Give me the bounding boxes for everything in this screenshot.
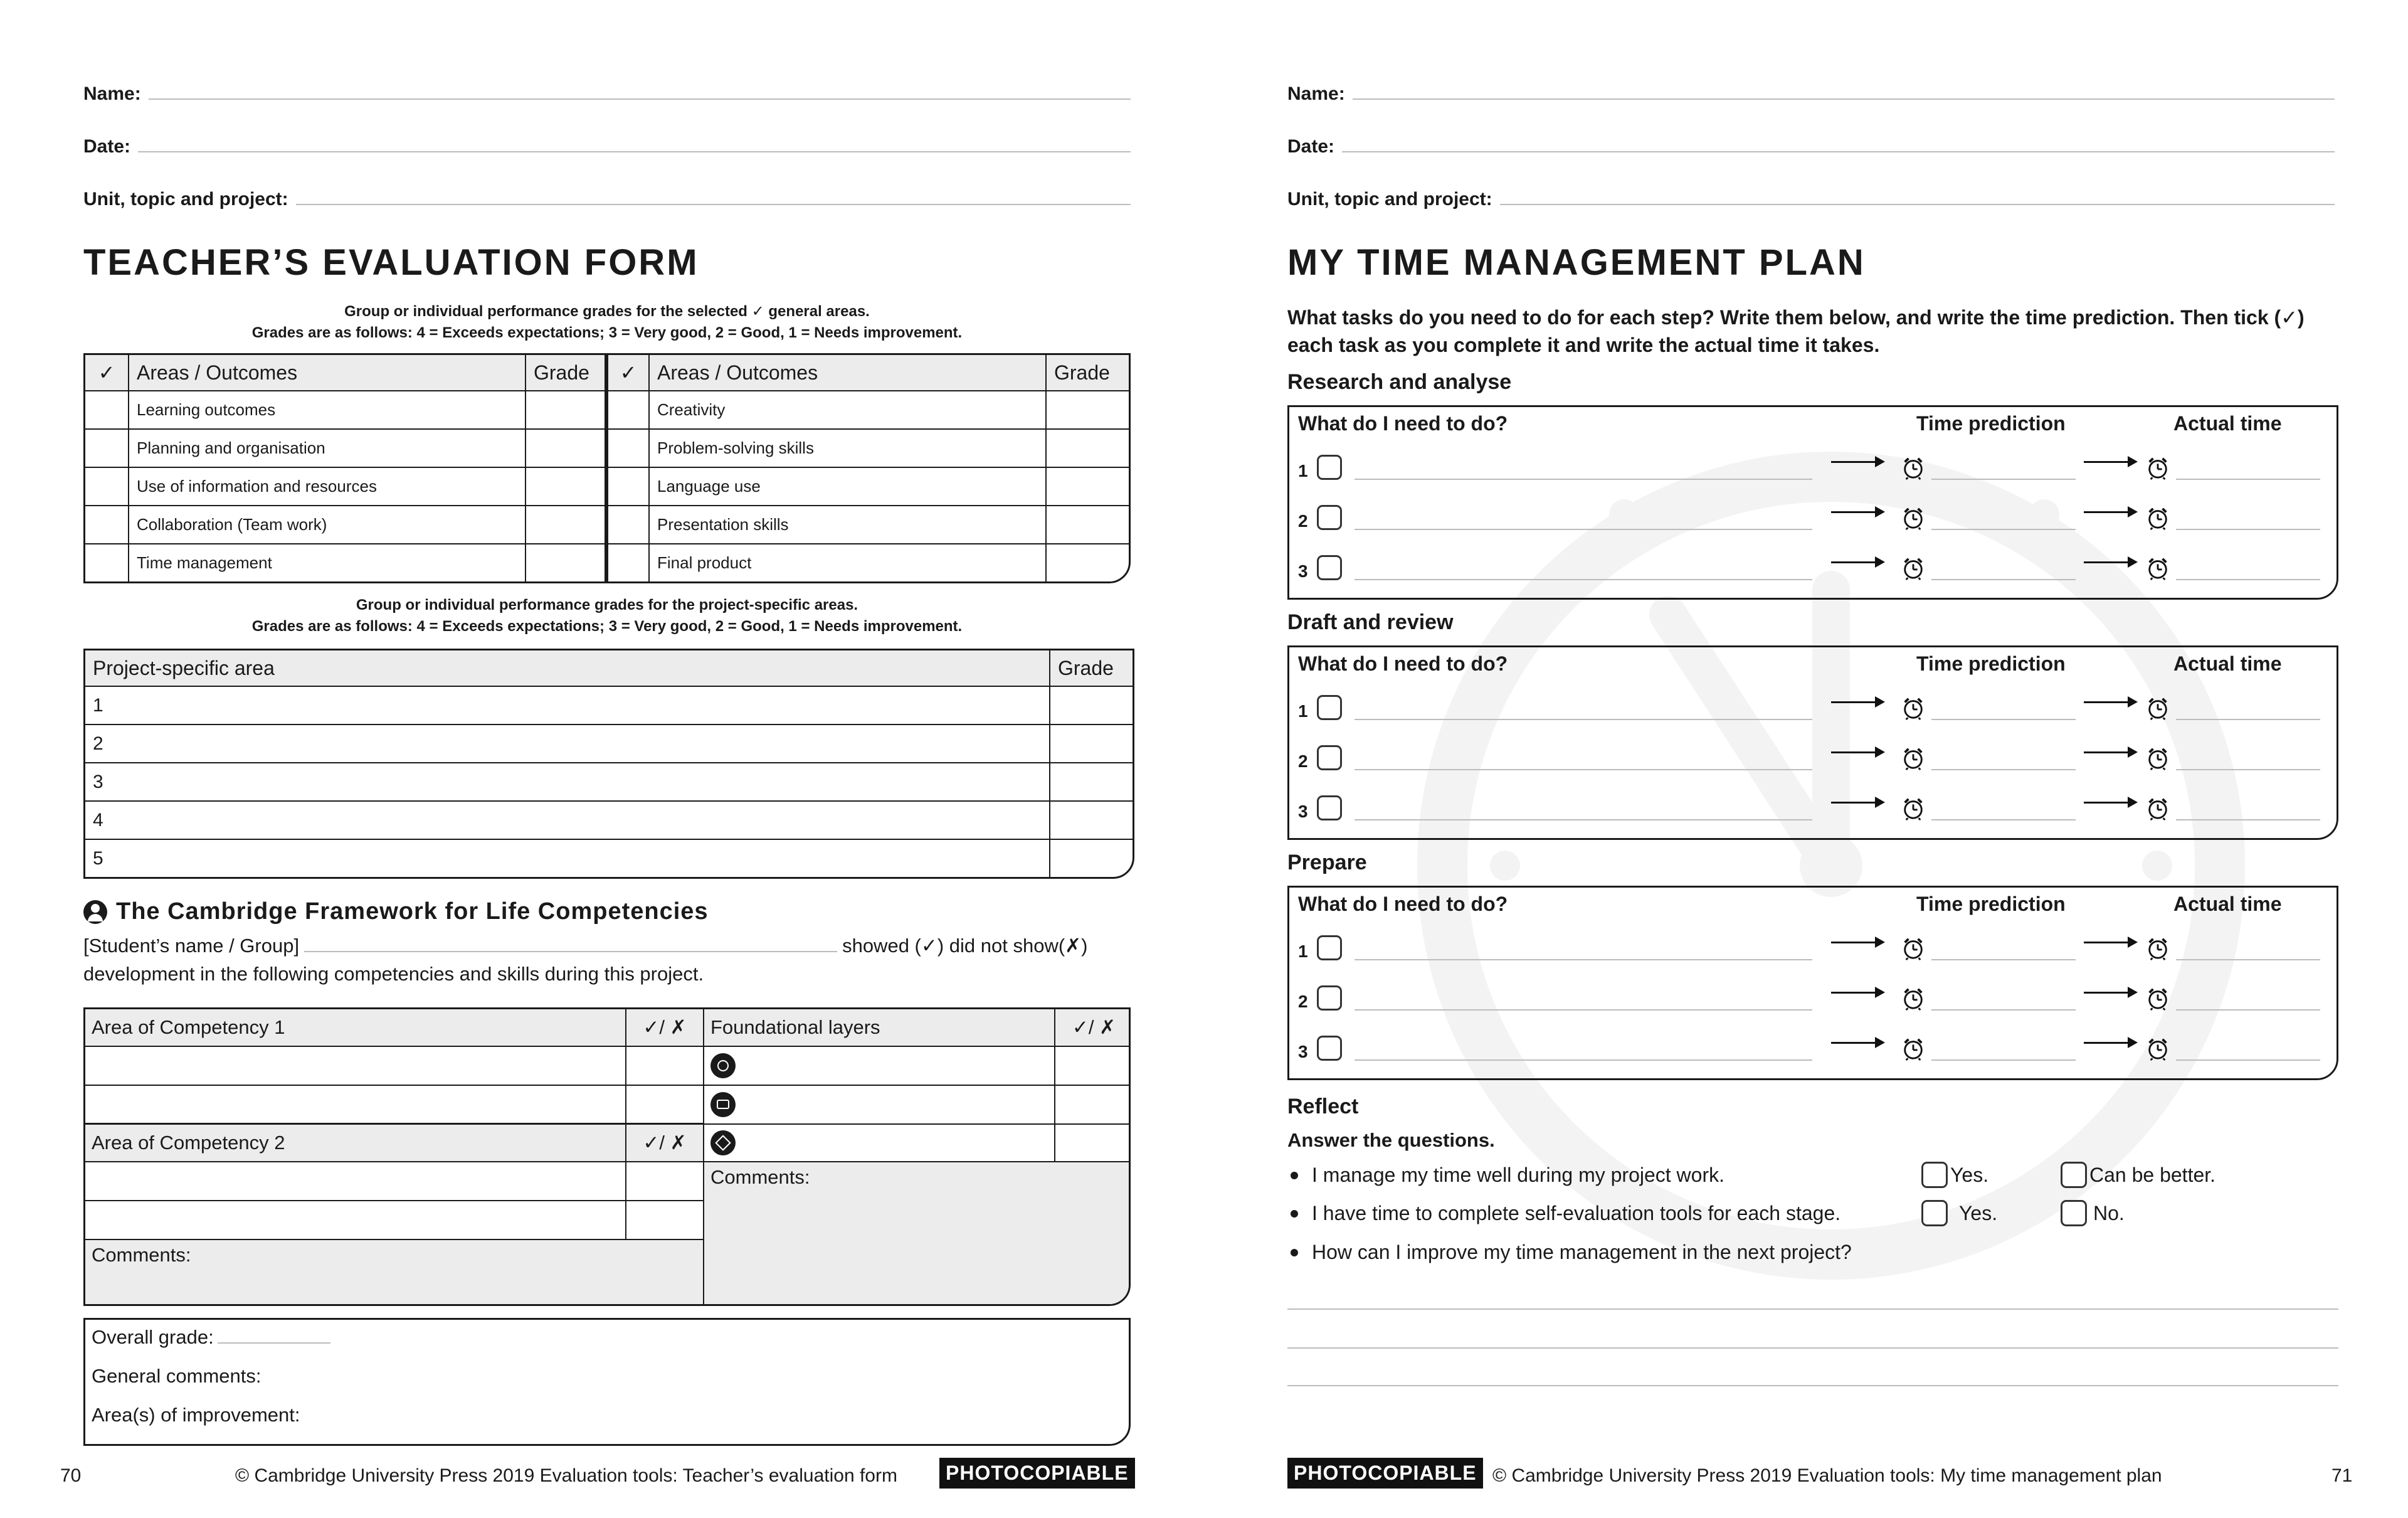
overall-grade-blank[interactable] bbox=[218, 1329, 330, 1344]
actual-input-line[interactable] bbox=[2176, 479, 2320, 480]
left-photocopiable-badge: PHOTOCOPIABLE bbox=[939, 1458, 1135, 1489]
overall-grade-row[interactable] bbox=[92, 1326, 330, 1349]
prediction-input-line[interactable] bbox=[1931, 819, 2076, 820]
general-comments-label[interactable]: General comments: bbox=[92, 1365, 261, 1387]
general-grades-note bbox=[83, 301, 1131, 344]
alarm-clock-icon bbox=[2146, 456, 2170, 480]
reflect-heading: Reflect bbox=[1287, 1095, 1359, 1118]
q1-yes-checkbox[interactable] bbox=[1921, 1162, 1988, 1188]
task-input-line[interactable] bbox=[1354, 1059, 1812, 1061]
prediction-column-header: Time prediction bbox=[1916, 652, 2066, 675]
plan-row bbox=[1298, 1032, 2326, 1070]
overall-grade-label: Overall grade: bbox=[92, 1326, 214, 1348]
prediction-input-line[interactable] bbox=[1931, 1059, 2076, 1061]
project-area-cell[interactable]: 5 bbox=[85, 840, 1050, 877]
grade-cell[interactable] bbox=[1050, 840, 1133, 877]
tick-header: ✓ bbox=[85, 355, 129, 391]
task-checkbox[interactable] bbox=[1317, 1036, 1342, 1061]
foundational-row2-tick[interactable] bbox=[1055, 1086, 1131, 1125]
student-name-label: [Student’s name / Group] bbox=[83, 935, 300, 957]
tick-cell[interactable] bbox=[85, 468, 129, 506]
alarm-clock-icon bbox=[1901, 696, 1925, 720]
overall-grade-box bbox=[83, 1318, 1131, 1446]
checkbox-icon bbox=[2061, 1200, 2087, 1226]
actual-input-line[interactable] bbox=[2176, 819, 2320, 820]
competency2-row2-tick[interactable] bbox=[626, 1201, 704, 1240]
right-name-label: Name: bbox=[1287, 83, 1345, 104]
page-number-71: 71 bbox=[2331, 1465, 2353, 1486]
row-number: 2 bbox=[1298, 992, 1308, 1011]
foundational-row1 bbox=[704, 1047, 1055, 1086]
task-input-line[interactable] bbox=[1354, 769, 1812, 770]
actual-column-header: Actual time bbox=[2173, 652, 2282, 675]
competency2-header: Area of Competency 2 bbox=[85, 1125, 626, 1162]
grade-cell[interactable] bbox=[1047, 544, 1129, 581]
alarm-clock-icon bbox=[2146, 797, 2170, 820]
framework-title-text: The Cambridge Framework for Life Competencies bbox=[116, 898, 709, 925]
alarm-clock-icon bbox=[1901, 456, 1925, 480]
date-field[interactable] bbox=[83, 126, 1131, 157]
bullet-icon bbox=[1291, 1249, 1298, 1256]
name-line bbox=[149, 98, 1131, 100]
wellbeing-icon bbox=[710, 1053, 736, 1078]
competency1-row1-tick[interactable] bbox=[626, 1047, 704, 1086]
alarm-clock-icon bbox=[1901, 797, 1925, 820]
project-grade-header: Grade bbox=[1050, 650, 1133, 687]
foundational-row3-tick[interactable] bbox=[1055, 1125, 1131, 1162]
competency-table bbox=[83, 1007, 1131, 1306]
arrow-right-icon bbox=[1831, 802, 1883, 804]
arrow-right-icon bbox=[2084, 561, 2135, 563]
intro-line1: What tasks do you need to do for each step? Write them below, and write the time prediction. Then tick (✓) bbox=[1287, 306, 2305, 329]
right-photocopiable-badge: PHOTOCOPIABLE bbox=[1287, 1458, 1483, 1489]
competency-comments-right[interactable]: Comments: bbox=[704, 1162, 1131, 1306]
bullet-icon bbox=[1291, 1172, 1298, 1179]
row-number: 2 bbox=[1298, 511, 1308, 531]
alarm-clock-icon bbox=[2146, 746, 2170, 770]
row-number: 1 bbox=[1298, 461, 1308, 480]
answer-line[interactable] bbox=[1287, 1308, 2338, 1310]
checkbox-icon bbox=[1921, 1162, 1948, 1188]
plan-box bbox=[1287, 645, 2338, 840]
project-area-cell[interactable]: 1 bbox=[85, 687, 1050, 725]
q2-yes-checkbox[interactable] bbox=[1921, 1200, 1997, 1226]
row-number: 2 bbox=[1298, 751, 1308, 771]
q1-yes-label: Yes. bbox=[1950, 1163, 1989, 1186]
task-checkbox[interactable] bbox=[1317, 695, 1342, 720]
task-input-line[interactable] bbox=[1354, 819, 1812, 820]
actual-input-line[interactable] bbox=[2176, 1059, 2320, 1061]
prediction-input-line[interactable] bbox=[1931, 529, 2076, 530]
area-cell: Use of information and resources bbox=[129, 468, 526, 506]
competency1-header: Area of Competency 1 bbox=[85, 1009, 626, 1047]
task-checkbox[interactable] bbox=[1317, 555, 1342, 580]
actual-input-line[interactable] bbox=[2176, 1009, 2320, 1011]
arrow-right-icon bbox=[2084, 992, 2135, 994]
area-cell: Presentation skills bbox=[650, 506, 1047, 544]
q2-yes-label: Yes. bbox=[1959, 1201, 1998, 1224]
alarm-clock-icon bbox=[2146, 937, 2170, 960]
areas-header: Areas / Outcomes bbox=[129, 355, 526, 391]
right-unit-label: Unit, topic and project: bbox=[1287, 189, 1492, 210]
arrow-right-icon bbox=[1831, 1042, 1883, 1044]
task-checkbox[interactable] bbox=[1317, 745, 1342, 770]
competency2-row2[interactable] bbox=[85, 1201, 626, 1240]
unit-label: Unit, topic and project: bbox=[83, 189, 288, 210]
project-areas-header bbox=[85, 650, 1133, 687]
areas-header-2: Areas / Outcomes bbox=[650, 355, 1047, 391]
foundational-tick-header: ✓/ ✗ bbox=[1055, 1009, 1131, 1047]
plan-instructions bbox=[1287, 304, 2341, 359]
row-number: 3 bbox=[1298, 1042, 1308, 1061]
competency1-row2-tick[interactable] bbox=[626, 1086, 704, 1125]
area-cell: Planning and organisation bbox=[129, 430, 526, 468]
bullet-icon bbox=[1291, 1210, 1298, 1218]
task-column-header: What do I need to do? bbox=[1298, 893, 1508, 915]
improvement-label[interactable]: Area(s) of improvement: bbox=[92, 1404, 300, 1426]
project-area-header: Project-specific area bbox=[85, 650, 1050, 687]
project-area-cell[interactable]: 4 bbox=[85, 802, 1050, 840]
competency1-tick-header: ✓/ ✗ bbox=[626, 1009, 704, 1047]
arrow-right-icon bbox=[2084, 701, 2135, 703]
plan-row bbox=[1298, 691, 2326, 729]
emotional-development-icon bbox=[710, 1130, 736, 1155]
right-name-line bbox=[1353, 98, 2335, 100]
left-footer-text: © Cambridge University Press 2019 Evaluation tools: Teacher’s evaluation form bbox=[235, 1465, 897, 1486]
date-line bbox=[138, 151, 1131, 152]
reflect-question-2 bbox=[1291, 1202, 1840, 1225]
tick-cell[interactable] bbox=[85, 430, 129, 468]
arrow-right-icon bbox=[1831, 511, 1883, 513]
unit-field[interactable] bbox=[83, 179, 1131, 210]
row-number: 1 bbox=[1298, 942, 1308, 961]
answer-line[interactable] bbox=[1287, 1347, 2338, 1349]
answer-line[interactable] bbox=[1287, 1385, 2338, 1386]
intro-line2: each task as you complete it and write the actual time it takes. bbox=[1287, 334, 1880, 356]
tick-cell[interactable] bbox=[85, 544, 129, 581]
tick-cell[interactable] bbox=[85, 506, 129, 544]
task-checkbox[interactable] bbox=[1317, 935, 1342, 960]
table-row bbox=[85, 468, 1129, 506]
prediction-input-line[interactable] bbox=[1931, 479, 2076, 480]
actual-input-line[interactable] bbox=[2176, 529, 2320, 530]
general-note-line1: Group or individual performance grades for the selected ✓ general areas. bbox=[344, 303, 870, 320]
table-row bbox=[85, 430, 1129, 468]
prediction-column-header: Time prediction bbox=[1916, 412, 2066, 435]
plan-row bbox=[1298, 792, 2326, 829]
grade-cell[interactable] bbox=[1047, 506, 1129, 544]
grade-cell[interactable] bbox=[526, 391, 606, 430]
reflect-question-1 bbox=[1291, 1164, 1724, 1187]
plan-box bbox=[1287, 405, 2338, 600]
arrow-right-icon bbox=[2084, 751, 2135, 753]
arrow-right-icon bbox=[1831, 751, 1883, 753]
prediction-input-line[interactable] bbox=[1931, 769, 2076, 770]
task-column-header: What do I need to do? bbox=[1298, 412, 1508, 435]
arrow-right-icon bbox=[2084, 1042, 2135, 1044]
right-date-field[interactable] bbox=[1287, 126, 2335, 157]
alarm-clock-icon bbox=[2146, 556, 2170, 580]
task-checkbox[interactable] bbox=[1317, 795, 1342, 820]
alarm-clock-icon bbox=[2146, 1037, 2170, 1061]
right-name-field[interactable] bbox=[1287, 73, 2335, 105]
grade-cell[interactable] bbox=[526, 506, 606, 544]
table-row bbox=[85, 725, 1133, 763]
competency2-tick-header: ✓/ ✗ bbox=[626, 1125, 704, 1162]
foundational-header: Foundational layers bbox=[704, 1009, 1055, 1047]
right-date-line bbox=[1342, 151, 2335, 152]
project-note-line1: Group or individual performance grades for the project-specific areas. bbox=[356, 597, 858, 613]
task-input-line[interactable] bbox=[1354, 719, 1812, 720]
arrow-right-icon bbox=[2084, 942, 2135, 943]
competency-comments-left[interactable]: Comments: bbox=[85, 1240, 704, 1306]
arrow-right-icon bbox=[1831, 561, 1883, 563]
date-label: Date: bbox=[83, 136, 131, 157]
name-field[interactable] bbox=[83, 73, 1131, 105]
table-row bbox=[85, 687, 1133, 725]
arrow-right-icon bbox=[2084, 802, 2135, 804]
name-label: Name: bbox=[83, 83, 141, 104]
area-cell: Problem-solving skills bbox=[650, 430, 1047, 468]
section-heading: Research and analyse bbox=[1287, 370, 1512, 394]
general-areas-table bbox=[83, 353, 1131, 583]
tick-cell[interactable] bbox=[606, 391, 650, 430]
actual-input-line[interactable] bbox=[2176, 959, 2320, 960]
competency1-row1[interactable] bbox=[85, 1047, 626, 1086]
question-1-text: I manage my time well during my project work. bbox=[1312, 1164, 1724, 1186]
showed-label: showed (✓) did not show(✗) bbox=[842, 935, 1088, 957]
row-number: 3 bbox=[1298, 561, 1308, 581]
section-heading: Draft and review bbox=[1287, 610, 1454, 634]
grade-header: Grade bbox=[526, 355, 606, 391]
task-input-line[interactable] bbox=[1354, 479, 1812, 480]
row-number: 1 bbox=[1298, 701, 1308, 721]
section-heading: Prepare bbox=[1287, 851, 1367, 874]
alarm-clock-icon bbox=[1901, 556, 1925, 580]
digital-literacy-icon bbox=[710, 1092, 736, 1117]
arrow-right-icon bbox=[1831, 701, 1883, 703]
grade-cell[interactable] bbox=[1050, 725, 1133, 763]
foundational-row1-tick[interactable] bbox=[1055, 1047, 1131, 1086]
project-area-cell[interactable]: 3 bbox=[85, 763, 1050, 802]
grade-cell[interactable] bbox=[1050, 763, 1133, 802]
plan-row bbox=[1298, 451, 2326, 489]
area-cell: Creativity bbox=[650, 391, 1047, 430]
grade-cell[interactable] bbox=[526, 468, 606, 506]
alarm-clock-icon bbox=[1901, 937, 1925, 960]
project-area-cell[interactable]: 2 bbox=[85, 725, 1050, 763]
actual-column-header: Actual time bbox=[2173, 412, 2282, 435]
person-icon bbox=[83, 900, 107, 924]
project-areas-table bbox=[83, 649, 1134, 879]
grade-cell[interactable] bbox=[1047, 391, 1129, 430]
table-row bbox=[85, 840, 1133, 877]
prediction-column-header: Time prediction bbox=[1916, 893, 2066, 915]
tick-header-2: ✓ bbox=[606, 355, 650, 391]
grade-cell[interactable] bbox=[1047, 468, 1129, 506]
plan-row bbox=[1298, 982, 2326, 1019]
framework-sentence bbox=[83, 935, 1087, 957]
plan-box bbox=[1287, 886, 2338, 1080]
plan-row bbox=[1298, 932, 2326, 969]
student-name-blank[interactable] bbox=[304, 935, 837, 952]
arrow-right-icon bbox=[2084, 461, 2135, 463]
prediction-input-line[interactable] bbox=[1931, 1009, 2076, 1011]
alarm-clock-icon bbox=[1901, 1037, 1925, 1061]
plan-row bbox=[1298, 501, 2326, 539]
q2-no-label: No. bbox=[2093, 1201, 2125, 1224]
tick-cell[interactable] bbox=[606, 468, 650, 506]
alarm-clock-icon bbox=[2146, 696, 2170, 720]
tick-cell[interactable] bbox=[85, 391, 129, 430]
alarm-clock-icon bbox=[2146, 987, 2170, 1011]
right-unit-field[interactable] bbox=[1287, 179, 2335, 210]
checkbox-icon bbox=[1921, 1200, 1948, 1226]
task-input-line[interactable] bbox=[1354, 959, 1812, 960]
row-number: 3 bbox=[1298, 802, 1308, 821]
tick-cell[interactable] bbox=[606, 544, 650, 581]
plan-row bbox=[1298, 741, 2326, 779]
framework-title bbox=[83, 898, 709, 925]
grade-cell[interactable] bbox=[526, 430, 606, 468]
right-unit-line bbox=[1500, 204, 2335, 205]
reflect-question-3 bbox=[1291, 1241, 1852, 1264]
question-2-text: I have time to complete self-evaluation tools for each stage. bbox=[1312, 1202, 1841, 1224]
task-input-line[interactable] bbox=[1354, 529, 1812, 530]
general-areas-header bbox=[85, 355, 1129, 391]
competency2-row1[interactable] bbox=[85, 1162, 626, 1201]
task-column-header: What do I need to do? bbox=[1298, 652, 1508, 675]
foundational-row2 bbox=[704, 1086, 1055, 1125]
area-cell: Language use bbox=[650, 468, 1047, 506]
page-number-70: 70 bbox=[60, 1465, 82, 1486]
prediction-input-line[interactable] bbox=[1931, 719, 2076, 720]
tick-cell[interactable] bbox=[606, 430, 650, 468]
plan-row bbox=[1298, 551, 2326, 589]
area-cell: Final product bbox=[650, 544, 1047, 581]
q1-better-checkbox[interactable] bbox=[2061, 1162, 2215, 1188]
arrow-right-icon bbox=[1831, 942, 1883, 943]
prediction-input-line[interactable] bbox=[1931, 959, 2076, 960]
table-row bbox=[85, 763, 1133, 802]
grade-cell[interactable] bbox=[1047, 430, 1129, 468]
unit-line bbox=[296, 204, 1131, 205]
project-grades-note bbox=[83, 595, 1131, 637]
reflect-subheading: Answer the questions. bbox=[1287, 1129, 1495, 1151]
alarm-clock-icon bbox=[2146, 506, 2170, 530]
grade-header-2: Grade bbox=[1047, 355, 1129, 391]
q1-better-label: Can be better. bbox=[2089, 1163, 2216, 1186]
area-cell: Time management bbox=[129, 544, 526, 581]
task-input-line[interactable] bbox=[1354, 579, 1812, 580]
alarm-clock-icon bbox=[1901, 746, 1925, 770]
competency1-row2[interactable] bbox=[85, 1086, 626, 1125]
checkbox-icon bbox=[2061, 1162, 2087, 1188]
arrow-right-icon bbox=[1831, 461, 1883, 463]
prediction-input-line[interactable] bbox=[1931, 579, 2076, 580]
q2-no-checkbox[interactable] bbox=[2061, 1200, 2125, 1226]
task-checkbox[interactable] bbox=[1317, 985, 1342, 1011]
task-input-line[interactable] bbox=[1354, 1009, 1812, 1011]
table-row bbox=[85, 544, 1129, 581]
actual-input-line[interactable] bbox=[2176, 769, 2320, 770]
alarm-clock-icon bbox=[1901, 987, 1925, 1011]
page-title-teacher: TEACHER’S EVALUATION FORM bbox=[83, 242, 699, 283]
area-cell: Collaboration (Team work) bbox=[129, 506, 526, 544]
grade-cell[interactable] bbox=[1050, 687, 1133, 725]
tick-cell[interactable] bbox=[606, 506, 650, 544]
grade-cell[interactable] bbox=[526, 544, 606, 581]
arrow-right-icon bbox=[2084, 511, 2135, 513]
competency2-row1-tick[interactable] bbox=[626, 1162, 704, 1201]
arrow-right-icon bbox=[1831, 992, 1883, 994]
area-cell: Learning outcomes bbox=[129, 391, 526, 430]
foundational-row3 bbox=[704, 1125, 1055, 1162]
general-note-line2: Grades are as follows: 4 = Exceeds expectations; 3 = Very good, 2 = Good, 1 = Needs improvement. bbox=[251, 324, 963, 341]
question-3-text: How can I improve my time management in the next project? bbox=[1312, 1241, 1852, 1263]
actual-column-header: Actual time bbox=[2173, 893, 2282, 915]
framework-sentence-line2: development in the following competencies and skills during this project. bbox=[83, 963, 704, 985]
project-note-line2: Grades are as follows: 4 = Exceeds expectations; 3 = Very good, 2 = Good, 1 = Needs improvement. bbox=[251, 618, 963, 635]
actual-input-line[interactable] bbox=[2176, 719, 2320, 720]
table-row bbox=[85, 506, 1129, 544]
page-title-time-plan: MY TIME MANAGEMENT PLAN bbox=[1287, 242, 1866, 283]
grade-cell[interactable] bbox=[1050, 802, 1133, 840]
right-date-label: Date: bbox=[1287, 136, 1335, 157]
alarm-clock-icon bbox=[1901, 506, 1925, 530]
task-checkbox[interactable] bbox=[1317, 455, 1342, 480]
table-row bbox=[85, 391, 1129, 430]
right-footer-text: © Cambridge University Press 2019 Evaluation tools: My time management plan bbox=[1492, 1465, 2162, 1486]
actual-input-line[interactable] bbox=[2176, 579, 2320, 580]
table-row bbox=[85, 802, 1133, 840]
task-checkbox[interactable] bbox=[1317, 505, 1342, 530]
